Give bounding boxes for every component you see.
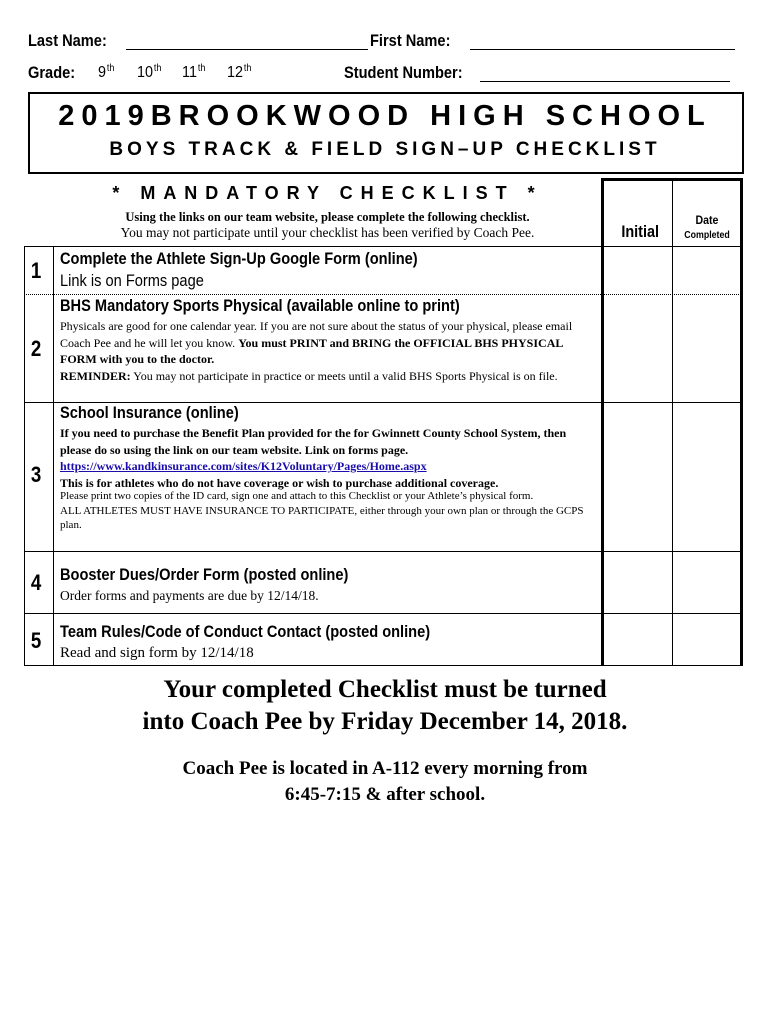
insurance-link[interactable]: https://www.kandkinsurance.com/sites/K12Voluntary/Pages/Home.aspx	[60, 459, 427, 473]
item-number: 5	[30, 628, 42, 653]
item-number: 2	[30, 336, 42, 361]
item-number: 3	[30, 462, 42, 487]
item-title: Complete the Athlete Sign-Up Google Form (online)	[60, 249, 418, 268]
number-column-divider	[53, 246, 54, 665]
grade-option-12[interactable]: 12th	[227, 63, 252, 81]
intro-line-1: Using the links on our team website, please complete the following checklist.	[125, 210, 530, 224]
table-left-border	[24, 246, 25, 665]
column-divider	[672, 178, 673, 666]
last-name-field[interactable]	[126, 49, 368, 50]
item-description: Order forms and payments are due by 12/14/18.	[60, 588, 319, 603]
item-title: Team Rules/Code of Conduct Contact (posted online)	[60, 622, 431, 641]
item-title: Booster Dues/Order Form (posted online)	[60, 565, 349, 584]
row-separator	[24, 551, 743, 552]
student-number-label: Student Number:	[344, 63, 463, 82]
date-column-header: Date	[695, 213, 719, 227]
item-title: BHS Mandatory Sports Physical (available online to print)	[60, 296, 460, 315]
footer-line-2: into Coach Pee by Friday December 14, 2018.	[142, 708, 628, 735]
initial-column-left-border	[601, 178, 604, 666]
completed-column-header: Completed	[684, 230, 730, 241]
item-description: Physicals are good for one calendar year. If you are not sure about the status of your physical, please email Coach Pee and he will let you know. You must PRINT and BRING the OFFICIAL BHS PHYSICAL FORM with you to the doctor. REMINDER: You may not participate in practice or meets until a valid BHS Sports Physical is on file.	[60, 319, 573, 383]
row-separator	[24, 246, 743, 247]
item-subtitle: Link is on Forms page	[60, 271, 204, 290]
mandatory-checklist-heading: * MANDATORY CHECKLIST *	[112, 183, 543, 203]
row-separator	[24, 665, 743, 666]
date-column-right-border	[740, 178, 743, 666]
row-separator	[24, 294, 743, 295]
item-note: Please print two copies of the ID card, sign one and attach to this Checklist or your Athlete’s physical form. ALL ATHLETES MUST HAVE INSURANCE TO PARTICIPATE, either through your own plan or through the GCPS plan.	[60, 490, 584, 531]
last-name-label: Last Name:	[28, 31, 107, 50]
grade-option-10[interactable]: 10th	[137, 63, 162, 81]
school-title: 2019BROOKWOOD HIGH SCHOOL	[58, 100, 712, 132]
footer-line-3: Coach Pee is located in A-112 every morning from	[182, 758, 588, 779]
row-separator	[24, 613, 743, 614]
columns-top-border	[601, 178, 743, 181]
grade-option-9[interactable]: 9th	[98, 63, 115, 81]
item-number: 1	[30, 258, 42, 283]
intro-line-2: You may not participate until your checklist has been verified by Coach Pee.	[120, 225, 535, 240]
item-description: If you need to purchase the Benefit Plan provided for the for Gwinnett County School System, then please do so using the link on our team website. Link on forms page. https://www.kandkinsurance.com/sites/K12Voluntary/Pages/Home.aspx This is for athletes who do not have coverage or wish to purchase additional coverage.	[60, 426, 567, 490]
footer-line-1: Your completed Checklist must be turned	[163, 676, 607, 703]
student-number-field[interactable]	[480, 81, 730, 82]
initial-column-header: Initial	[621, 222, 660, 241]
grade-option-11[interactable]: 11th	[182, 63, 206, 81]
first-name-field[interactable]	[470, 49, 735, 50]
grade-label: Grade:	[28, 63, 76, 82]
checklist-subtitle: BOYS TRACK & FIELD SIGN–UP CHECKLIST	[109, 139, 661, 160]
first-name-label: First Name:	[370, 31, 451, 50]
footer-line-4: 6:45-7:15 & after school.	[284, 784, 486, 805]
item-title: School Insurance (online)	[60, 403, 239, 422]
item-number: 4	[30, 570, 42, 595]
item-description: Read and sign form by 12/14/18	[60, 645, 254, 661]
